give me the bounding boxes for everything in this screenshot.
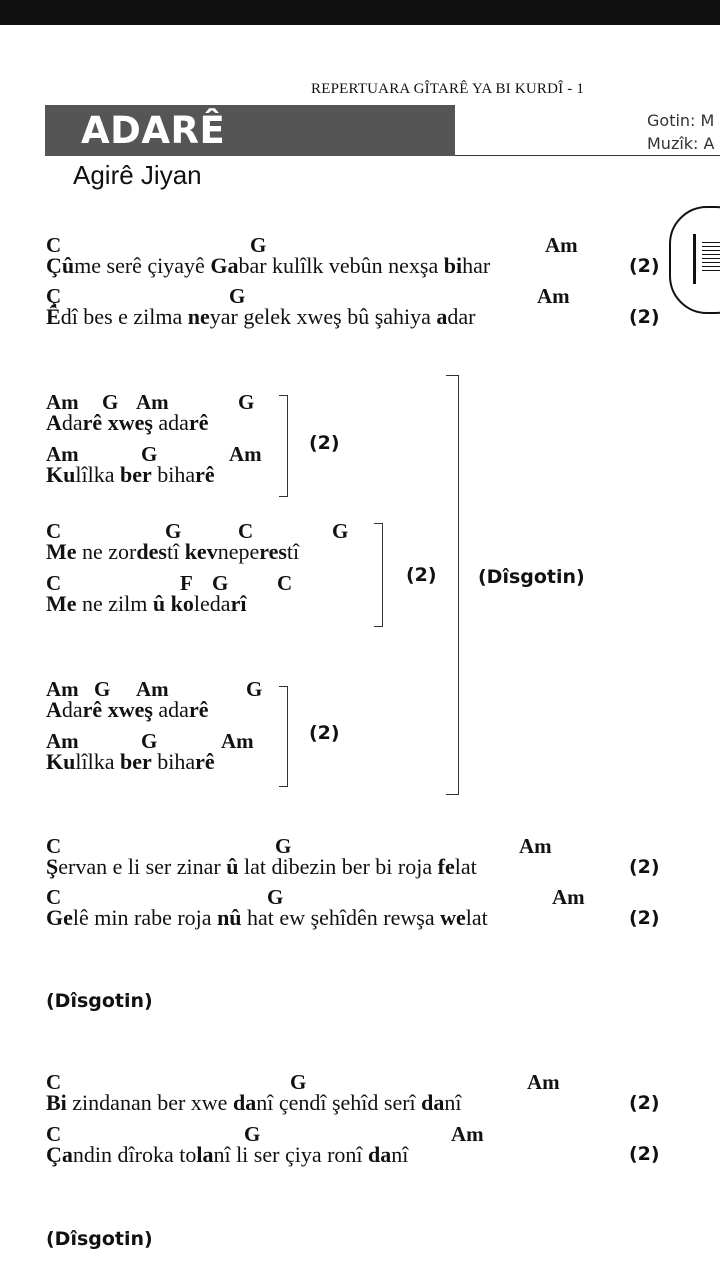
lyric-segment: kev: [184, 539, 218, 564]
lyric-segment: ber: [119, 749, 152, 774]
lyric-segment: lat: [454, 854, 477, 879]
bracket: [279, 395, 288, 497]
repeat-mark: (2): [629, 1092, 660, 1114]
lyric-segment: da: [61, 697, 83, 722]
chord: G: [275, 834, 292, 858]
lyric-segment: biha: [151, 749, 196, 774]
lyric-segment: har: [462, 253, 491, 278]
chord: Am: [552, 885, 585, 909]
lyric-line: [46, 906, 488, 930]
lyric-line: [46, 305, 476, 329]
chord: Am: [537, 284, 570, 308]
repeat-mark: (2): [629, 907, 660, 929]
lyric-segment: Ça: [46, 1142, 73, 1167]
lyric-segment: ada: [152, 410, 189, 435]
lyric-segment: Ge: [46, 905, 73, 930]
chord: G: [238, 390, 255, 414]
lyric-segment: nî li ser çiya ronî: [213, 1142, 369, 1167]
repeat-mark: (2): [629, 856, 660, 878]
chord: Ç: [46, 284, 62, 308]
lyric-segment: ervan e li ser zinar: [58, 854, 227, 879]
lyric-segment: nî: [391, 1142, 409, 1167]
chord: C: [277, 571, 293, 595]
lyric-segment: A: [46, 697, 62, 722]
chord: C: [46, 571, 62, 595]
lyric-segment: ndin dîroka to: [72, 1142, 197, 1167]
lyric-segment: lîlka: [75, 749, 120, 774]
chord: G: [290, 1070, 307, 1094]
chord: C: [46, 885, 62, 909]
bracket: [279, 686, 288, 787]
chord: Am: [46, 729, 79, 753]
music-credit: Muzîk: A: [647, 134, 715, 153]
lyric-segment: lat dibezin ber bi roja: [238, 854, 438, 879]
chord: Am: [451, 1122, 484, 1146]
status-bar: [0, 0, 720, 25]
lyric-line: [46, 540, 299, 564]
lyric-segment: tî: [166, 539, 185, 564]
chord: Am: [46, 677, 79, 701]
repeat-mark: (2): [309, 722, 340, 744]
lyric-segment: ne: [187, 304, 210, 329]
chorus-bracket: [446, 375, 459, 795]
lyric-segment: rê: [195, 749, 215, 774]
lyric-segment: tî: [286, 539, 300, 564]
lyric-line: [46, 254, 490, 278]
chord: Am: [136, 390, 169, 414]
lyric-segment: hat ew şehîdên rewşa: [241, 905, 441, 930]
lyric-segment: ko: [170, 591, 194, 616]
lyric-segment: lê min rabe roja: [72, 905, 218, 930]
lyric-segment: Ga: [210, 253, 239, 278]
chord: Am: [229, 442, 262, 466]
chorus-label: (Dîsgotin): [478, 566, 585, 588]
lyric-line: [46, 463, 215, 487]
lyric-segment: da: [61, 410, 83, 435]
lyric-segment: ada: [152, 697, 189, 722]
lyric-segment: ne zilm: [76, 591, 153, 616]
lyric-segment: lat: [465, 905, 488, 930]
lyric-segment: biha: [151, 462, 196, 487]
chord: Am: [221, 729, 254, 753]
lyric-segment: lîlka: [75, 462, 120, 487]
repeat-mark: (2): [629, 1143, 660, 1165]
chord: G: [332, 519, 349, 543]
chord: G: [94, 677, 111, 701]
lyric-segment: xweş: [107, 697, 153, 722]
lyric-segment: nû: [217, 905, 242, 930]
chord: G: [141, 442, 158, 466]
lyric-segment: des: [136, 539, 167, 564]
repeat-mark: (2): [406, 564, 437, 586]
lyric-segment: Ş: [46, 854, 59, 879]
lyric-segment: ne zor: [76, 539, 137, 564]
lyric-segment: yar gelek xweş bû şahiya: [209, 304, 437, 329]
lyric-line: [46, 1091, 462, 1115]
lyric-line: [46, 698, 208, 722]
lyric-segment: bar kulîlk vebûn nexşa: [238, 253, 444, 278]
chord: G: [267, 885, 284, 909]
lyric-segment: dar: [447, 304, 476, 329]
lyric-segment: me serê çiyayê: [74, 253, 211, 278]
repeat-mark: (2): [629, 306, 660, 328]
lyric-segment: nepe: [217, 539, 260, 564]
chord: Am: [46, 442, 79, 466]
chord: Am: [519, 834, 552, 858]
lyric-segment: Me: [46, 539, 77, 564]
chord: G: [212, 571, 229, 595]
lyrics-credit: Gotin: M: [647, 111, 715, 130]
lyric-segment: ber: [119, 462, 152, 487]
lyric-segment: Ê: [46, 304, 61, 329]
lyric-segment: Çû: [46, 253, 75, 278]
header-rule: [455, 155, 720, 156]
chord: C: [46, 1122, 62, 1146]
lyric-line: [46, 1143, 408, 1167]
chord: G: [102, 390, 119, 414]
lyric-line: [46, 411, 208, 435]
lyric-segment: rê: [82, 410, 103, 435]
lyric-segment: zindanan ber xwe: [66, 1090, 233, 1115]
artist-name: Agirê Jiyan: [73, 160, 202, 190]
lyric-segment: Bi: [46, 1090, 67, 1115]
lyric-segment: bi: [443, 253, 463, 278]
lyric-segment: fe: [437, 854, 455, 879]
chorus-label: (Dîsgotin): [46, 990, 153, 1012]
lyric-segment: rî: [230, 591, 247, 616]
lyric-segment: da: [368, 1142, 392, 1167]
lyric-line: [46, 855, 477, 879]
lyric-segment: xweş: [107, 410, 153, 435]
chord: C: [46, 233, 62, 257]
lyric-segment: û: [152, 591, 166, 616]
chord: G: [141, 729, 158, 753]
chord: Am: [136, 677, 169, 701]
chord: G: [229, 284, 246, 308]
lyric-segment: rê: [188, 410, 209, 435]
music-staff-icon[interactable]: [669, 206, 720, 314]
lyric-segment: rê: [195, 462, 215, 487]
lyric-segment: da: [421, 1090, 445, 1115]
lyric-segment: A: [46, 410, 62, 435]
chord: C: [46, 1070, 62, 1094]
lyric-segment: nî çendî şehîd serî: [256, 1090, 422, 1115]
repeat-mark: (2): [309, 432, 340, 454]
chord: C: [46, 519, 62, 543]
lyric-segment: û: [226, 854, 239, 879]
repeat-mark: (2): [629, 255, 660, 277]
lyric-segment: dî bes e zilma: [60, 304, 188, 329]
lyric-segment: da: [232, 1090, 257, 1115]
running-header: REPERTUARA GÎTARÊ YA BI KURDÎ - 1: [311, 81, 585, 97]
lyric-segment: Ku: [46, 749, 76, 774]
chord: G: [250, 233, 267, 257]
song-title: ADARÊ: [81, 109, 226, 152]
chord: C: [238, 519, 254, 543]
chorus-label: (Dîsgotin): [46, 1228, 153, 1250]
chord: C: [46, 834, 62, 858]
chord: Am: [545, 233, 578, 257]
chord: G: [244, 1122, 261, 1146]
lyric-segment: rê: [188, 697, 209, 722]
chord: F: [180, 571, 193, 595]
lyric-segment: a: [436, 304, 448, 329]
lyric-line: [46, 592, 246, 616]
lyric-segment: res: [259, 539, 287, 564]
lyric-segment: la: [196, 1142, 214, 1167]
chord: Am: [527, 1070, 560, 1094]
lyric-segment: nî: [444, 1090, 462, 1115]
lyric-line: [46, 750, 215, 774]
chord: G: [246, 677, 263, 701]
lyric-segment: leda: [193, 591, 231, 616]
lyric-segment: we: [440, 905, 466, 930]
lyric-segment: Me: [46, 591, 77, 616]
chord: Am: [46, 390, 79, 414]
chord: G: [165, 519, 182, 543]
bracket: [374, 523, 383, 627]
lyric-segment: rê: [82, 697, 103, 722]
lyric-segment: Ku: [46, 462, 76, 487]
